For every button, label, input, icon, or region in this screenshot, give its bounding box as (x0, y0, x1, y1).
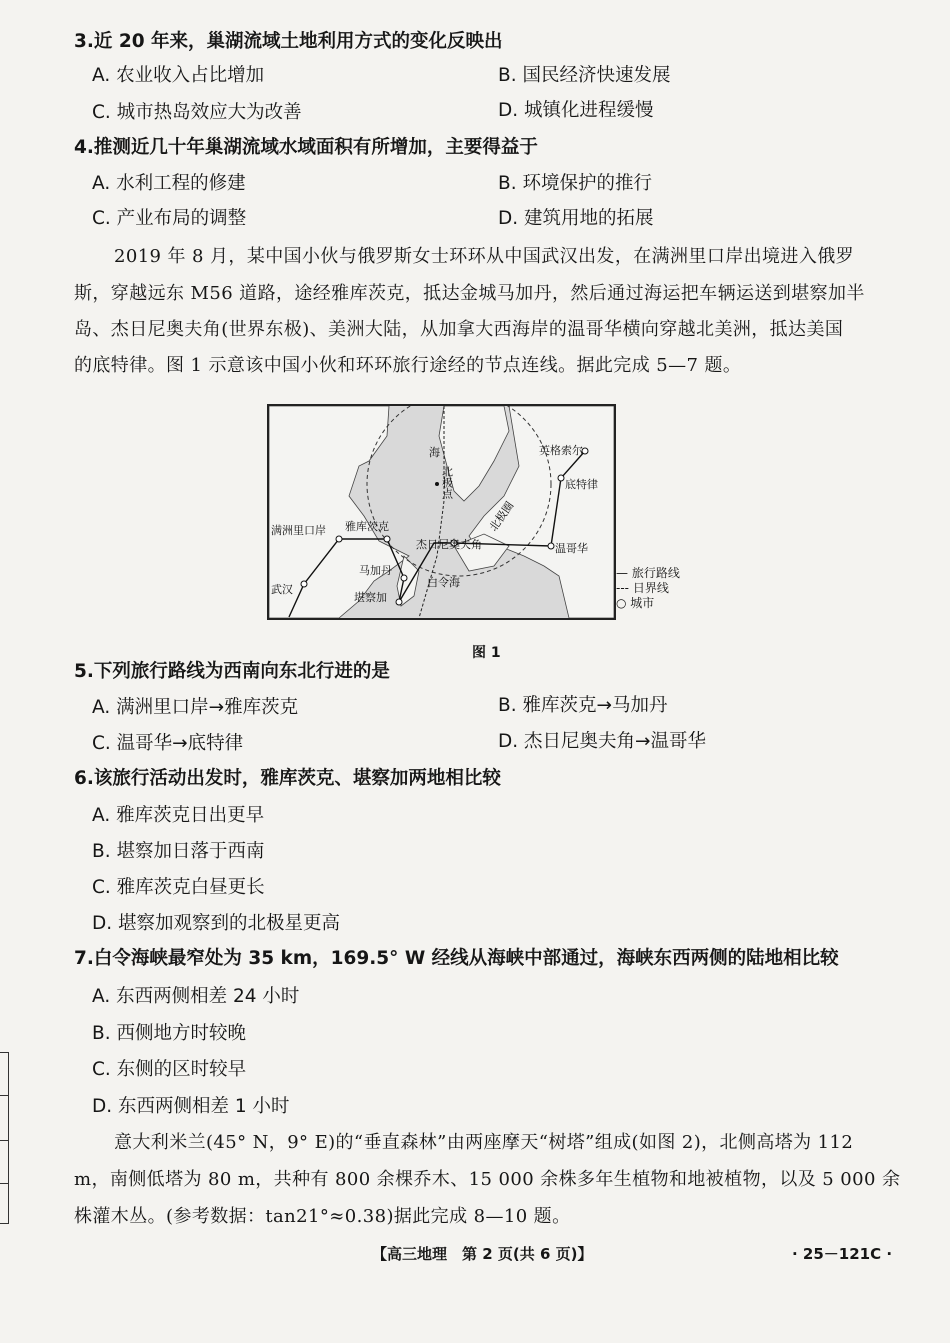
label-magadan: 马加丹 (359, 564, 392, 577)
q6-stem: 6.该旅行活动出发时，雅库茨克、堪察加两地相比较 (74, 768, 501, 789)
city-magadan (401, 575, 407, 581)
q3-option-c: C. 城市热岛效应大为改善 (92, 102, 302, 123)
margin-table-edge (0, 1052, 9, 1224)
q3-stem: 3.近 20 年来，巢湖流域土地利用方式的变化反映出 (74, 31, 503, 52)
legend-dateline-label: 日界线 (632, 581, 669, 595)
figure-caption: 图 1 (472, 645, 501, 661)
legend-city: ○ 城市 (616, 596, 655, 610)
city-wuhan (301, 581, 307, 587)
legend-dateline: --- 日界线 (616, 581, 669, 595)
passage2-line-3: 株灌木丛。(参考数据：tan21°≈0.38)据此完成 8—10 题。 (74, 1206, 571, 1227)
q5-option-c: C. 温哥华→底特律 (92, 733, 244, 754)
passage1-line-3: 岛、杰日尼奥夫角(世界东极)、美洲大陆，从加拿大西海岸的温哥华横向穿越北美洲，抵达美国 (74, 319, 844, 340)
label-detroit: 底特律 (565, 478, 598, 491)
label-vancouver: 温哥华 (555, 542, 588, 555)
q6-option-b: B. 堪察加日落于西南 (92, 841, 265, 862)
label-wuhan: 武汉 (271, 583, 293, 596)
city-yakutsk (384, 536, 390, 542)
travel-route-map (267, 404, 616, 620)
page-footer-title: 【高三地理 第 2 页(共 6 页)】 (372, 1245, 593, 1263)
q4-stem: 4.推测近几十年巢湖流域水域面积有所增加，主要得益于 (74, 137, 538, 158)
q5-stem: 5.下列旅行路线为西南向东北行进的是 (74, 661, 390, 682)
passage1-line-1: 2019 年 8 月，某中国小伙与俄罗斯女士环环从中国武汉出发，在满洲里口岸出境进入俄罗 (114, 246, 855, 267)
q7-option-a: A. 东西两侧相差 24 小时 (92, 986, 300, 1007)
q7-option-d: D. 东西两侧相差 1 小时 (92, 1096, 290, 1117)
label-arctic-circle: 北极圈 (486, 499, 517, 534)
page-footer-code: · 25－121C · (792, 1245, 893, 1263)
city-manzhouli (336, 536, 342, 542)
q4-option-a: A. 水利工程的修建 (92, 173, 246, 194)
passage2-line-1: 意大利米兰(45° N，9° E)的“垂直森林”由两座摩天“树塔”组成(如图 2)，北侧高塔为 112 (114, 1132, 854, 1153)
margin-rule (0, 1140, 8, 1141)
city-detroit (558, 475, 564, 481)
label-bering: 白令海 (427, 576, 460, 589)
passage1-line-2: 斯，穿越远东 M56 道路，途经雅库茨克，抵达金城马加丹，然后通过海运把车辆运送到堪察加半 (74, 283, 865, 304)
q6-option-c: C. 雅库茨克白昼更长 (92, 877, 265, 898)
q7-option-c: C. 东侧的区时较早 (92, 1059, 247, 1080)
label-kamchatka: 堪察加 (354, 591, 387, 604)
q3-option-a: A. 农业收入占比增加 (92, 65, 265, 86)
margin-rule (0, 1095, 8, 1096)
q5-option-a: A. 满洲里口岸→雅库茨克 (92, 697, 299, 718)
passage2-line-2: m，南侧低塔为 80 m，共种有 800 余棵乔木、15 000 余株多年生植物和地被植物，以及 5 000 余 (74, 1169, 901, 1190)
q5-option-b: B. 雅库茨克→马加丹 (498, 695, 668, 716)
map-legend (616, 566, 680, 611)
q4-option-c: C. 产业布局的调整 (92, 208, 247, 229)
city-vancouver (548, 543, 554, 549)
map-svg (269, 406, 614, 618)
q4-option-d: D. 建筑用地的拓展 (498, 208, 654, 229)
city-kamchatka (396, 599, 402, 605)
label-dezhnev: 杰日尼奥夫角 (416, 538, 482, 551)
q7-stem: 7.白令海峡最窄处为 35 km，169.5° W 经线从海峡中部通过，海峡东西两侧的陆地相比较 (74, 948, 839, 969)
legend-city-label: 城市 (630, 596, 655, 610)
label-sea: 海 (429, 446, 440, 459)
label-england: 英格索尔 (539, 444, 583, 457)
q7-option-b: B. 西侧地方时较晚 (92, 1023, 246, 1044)
q5-option-d: D. 杰日尼奥夫角→温哥华 (498, 731, 707, 752)
label-northpole: 北极点 (440, 466, 454, 499)
legend-route: — 旅行路线 (616, 566, 680, 580)
label-manzhouli: 满洲里口岸 (271, 524, 326, 537)
q3-option-d: D. 城镇化进程缓慢 (498, 100, 654, 121)
legend-route-label: 旅行路线 (631, 566, 680, 580)
passage1-line-4: 的底特律。图 1 示意该中国小伙和环环旅行途经的节点连线。据此完成 5—7 题。 (74, 355, 742, 376)
q3-option-b: B. 国民经济快速发展 (498, 65, 671, 86)
q6-option-a: A. 雅库茨克日出更早 (92, 805, 265, 826)
north-pole-point (435, 482, 439, 486)
label-yakutsk: 雅库茨克 (345, 520, 389, 533)
margin-rule (0, 1183, 8, 1184)
q6-option-d: D. 堪察加观察到的北极星更高 (92, 913, 341, 934)
q4-option-b: B. 环境保护的推行 (498, 173, 652, 194)
